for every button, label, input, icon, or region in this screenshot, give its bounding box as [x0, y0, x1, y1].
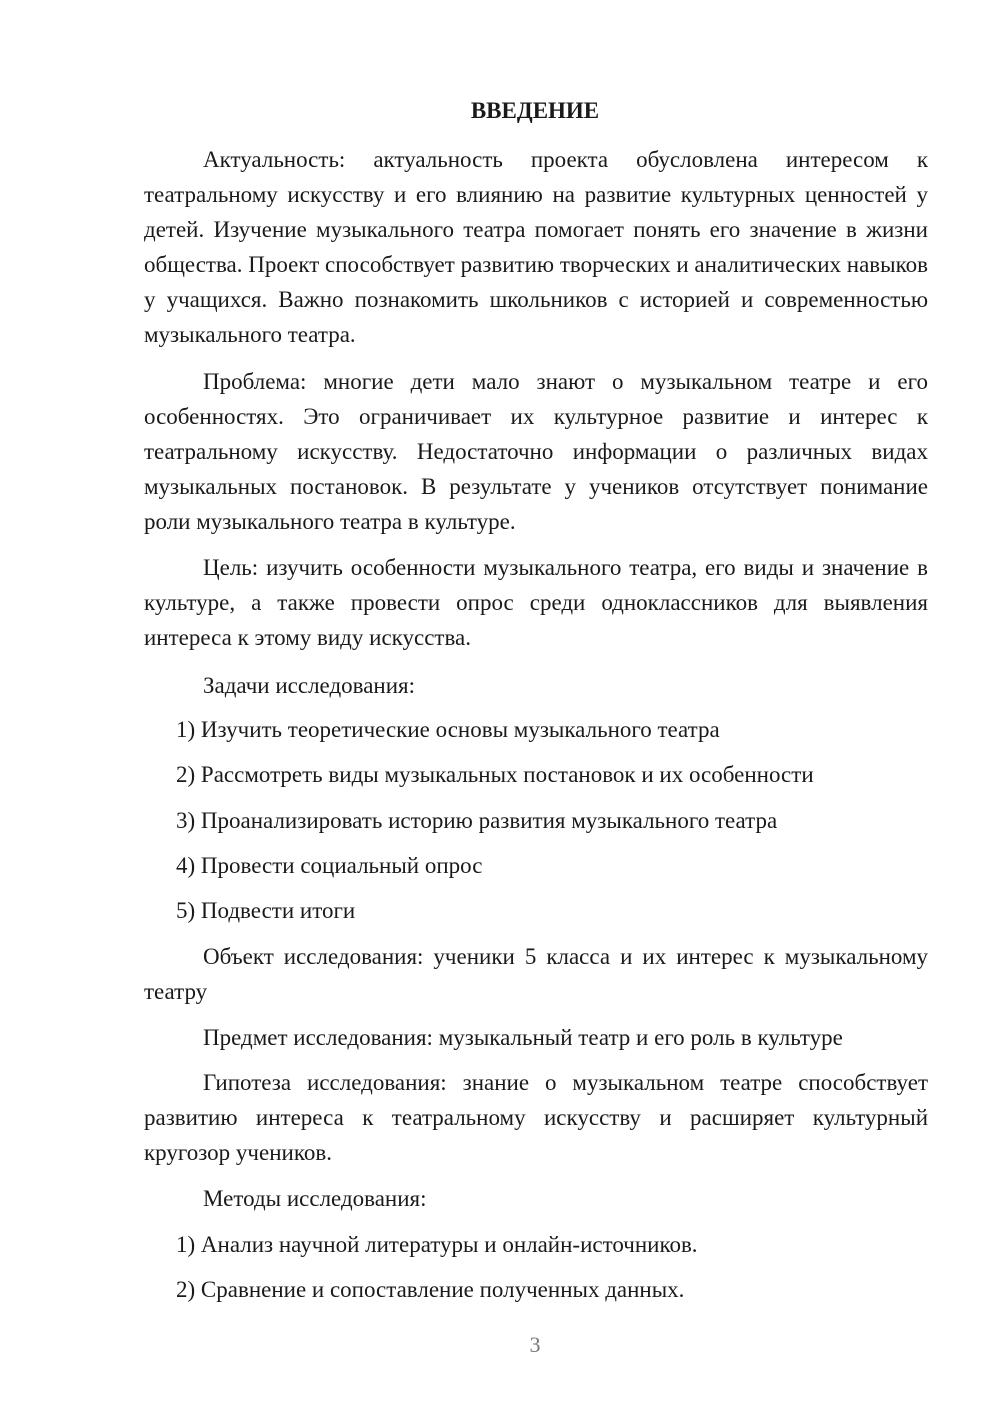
methods-heading: Методы исследования:: [203, 1186, 427, 1211]
task-item: 2) Рассмотреть виды музыкальных постановок и их особенности: [176, 762, 814, 787]
tasks-heading: Задачи исследования:: [203, 673, 416, 698]
problem-paragraph: Проблема: многие дети мало знают о музыкальном театре и его особенностях. Это ограничивает их культурное развитие и интерес к театральному искусству. Недостаточно информации о различных видах музыкальных постановок. В результате у учеников отсутствует понимание роли музыкального театра в культуре.: [144, 369, 928, 534]
subject-paragraph: Предмет исследования: музыкальный театр и его роль в культуре: [203, 1025, 843, 1050]
task-item: 3) Проанализировать историю развития музыкального театра: [176, 808, 778, 833]
task-item: 1) Изучить теоретические основы музыкального театра: [176, 717, 720, 742]
task-item: 5) Подвести итоги: [176, 898, 356, 923]
goal-paragraph: Цель: изучить особенности музыкального театра, его виды и значение в культуре, а также провести опрос среди одноклассников для выявления интереса к этому виду искусства.: [144, 555, 928, 650]
hypothesis-paragraph: Гипотеза исследования: знание о музыкальном театре способствует развитию интереса к театральному искусству и расширяет культурный кругозор учеников.: [144, 1070, 928, 1165]
task-item: 4) Провести социальный опрос: [176, 853, 483, 878]
relevance-paragraph: Актуальность: актуальность проекта обусловлена интересом к театральному искусству и его влиянию на развитие культурных ценностей у детей. Изучение музыкального театра помогает понять его значение в жизни общества. Проект способствует развитию творческих и аналитических навыков у учащихся. Важно познакомить школьников с историей и современностью музыкального театра.: [144, 147, 928, 347]
method-item: 1) Анализ научной литературы и онлайн-источников.: [176, 1232, 698, 1257]
page-title: ВВЕДЕНИЕ: [470, 98, 600, 123]
page-number: 3: [529, 1332, 541, 1357]
method-item: 2) Сравнение и сопоставление полученных данных.: [176, 1277, 685, 1302]
object-paragraph: Объект исследования: ученики 5 класса и их интерес к музыкальному театру: [144, 944, 928, 1004]
